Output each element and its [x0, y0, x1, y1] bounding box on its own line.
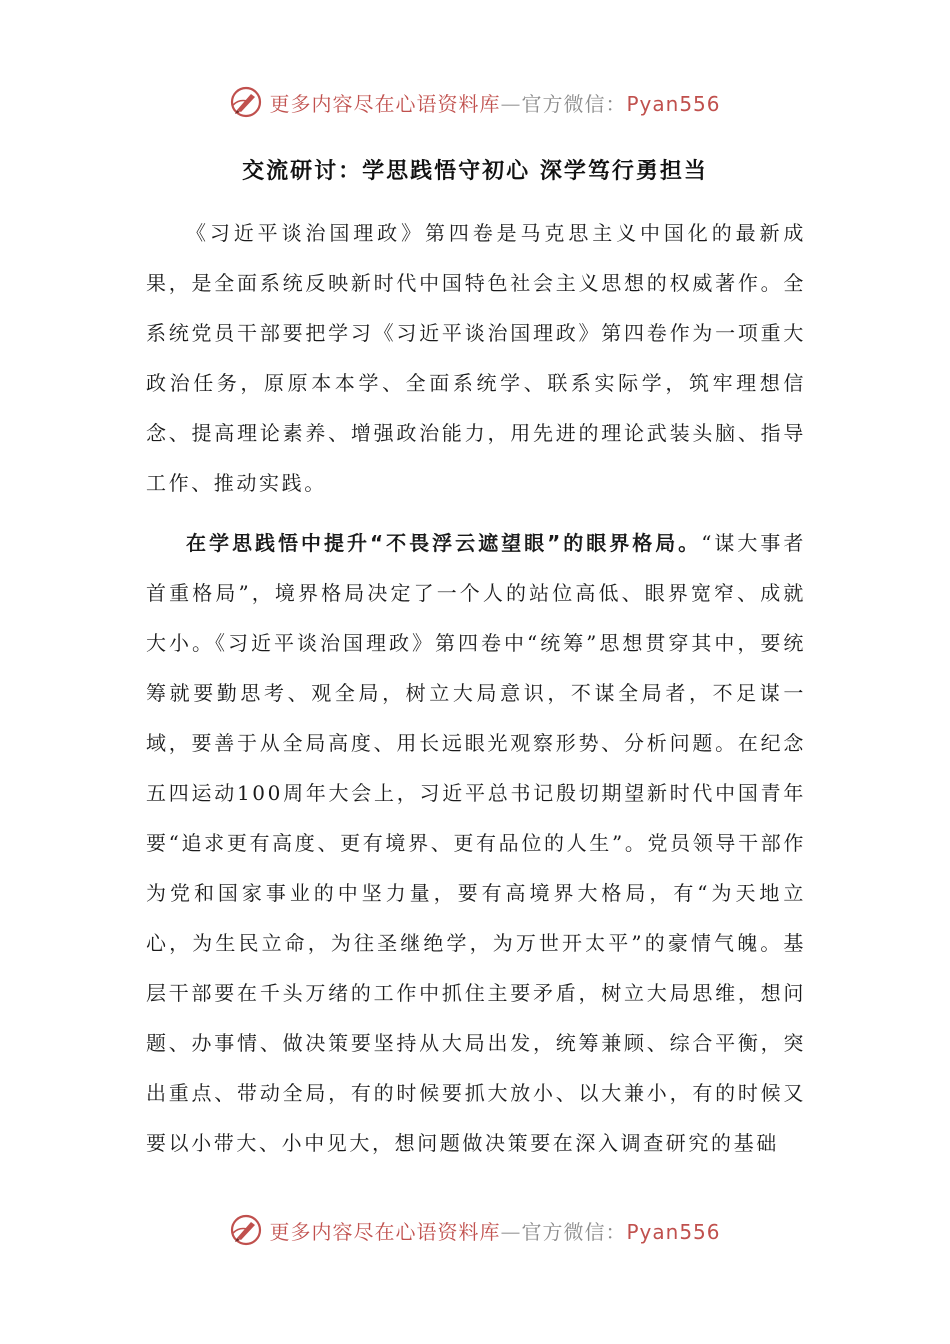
pen-logo-icon — [229, 85, 263, 119]
banner-main-text: 更多内容尽在心语资料库 — [269, 91, 501, 116]
banner-wechat-id: Pyan556 — [626, 91, 721, 116]
header-banner — [0, 80, 950, 124]
banner-wechat-id: Pyan556 — [626, 1219, 721, 1244]
paragraph-lead-sentence: 在学思践悟中提升“不畏浮云遮望眼”的眼界格局。 — [186, 531, 702, 555]
document-title: 交流研讨：学思践悟守初心 深学笃行勇担当 — [242, 159, 708, 184]
banner-wechat-label: 官方微信： — [521, 1219, 627, 1244]
banner-wechat-label: 官方微信： — [521, 91, 627, 116]
banner-main-text: 更多内容尽在心语资料库 — [269, 1219, 501, 1244]
banner-separator: — — [500, 1219, 522, 1244]
pen-logo-icon — [229, 1213, 263, 1247]
banner-text — [269, 1216, 720, 1245]
paragraph-intro: 《习近平谈治国理政》第四卷是马克思主义中国化的最新成果，是全面系统反映新时代中国特色社会主义思想的权威著作。全系统党员干部要把学习《习近平谈治国理政》第四卷作为一项重大政治任务，原原本本学、全面系统学、联系实际学，筑牢理想信念、提高理论素养、增强政治能力，用先进的理论武装头脑、指导工作、推动实践。 — [146, 221, 806, 495]
banner-text — [269, 88, 720, 117]
paragraph-horizon — [146, 518, 806, 1168]
footer-banner — [0, 1208, 950, 1252]
banner-separator: — — [500, 91, 522, 116]
paragraph-body-text: “谋大事者首重格局”，境界格局决定了一个人的站位高低、眼界宽窄、成就大小。《习近平谈治国理政》第四卷中“统筹”思想贯穿其中，要统筹就要勤思考、观全局，树立大局意识，不谋全局者，不足谋一域，要善于从全局高度、用长远眼光观察形势、分析问题。在纪念五四运动100周年大会上，习近平总书记殷切期望新时代中国青年要“追求更有高度、更有境界、更有品位的人生”。党员领导干部作为党和国家事业的中坚力量，要有高境界大格局，有“为天地立心，为生民立命，为往圣继绝学，为万世开太平”的豪情气魄。基层干部要在千头万绪的工作中抓住主要矛盾，树立大局思维，想问题、办事情、做决策要坚持从大局出发，统筹兼顾、综合平衡，突出重点、带动全局，有的时候要抓大放小、以大兼小，有的时候又要以小带大、小中见大，想问题做决策要在深入调查研究的基础 — [146, 531, 806, 1155]
